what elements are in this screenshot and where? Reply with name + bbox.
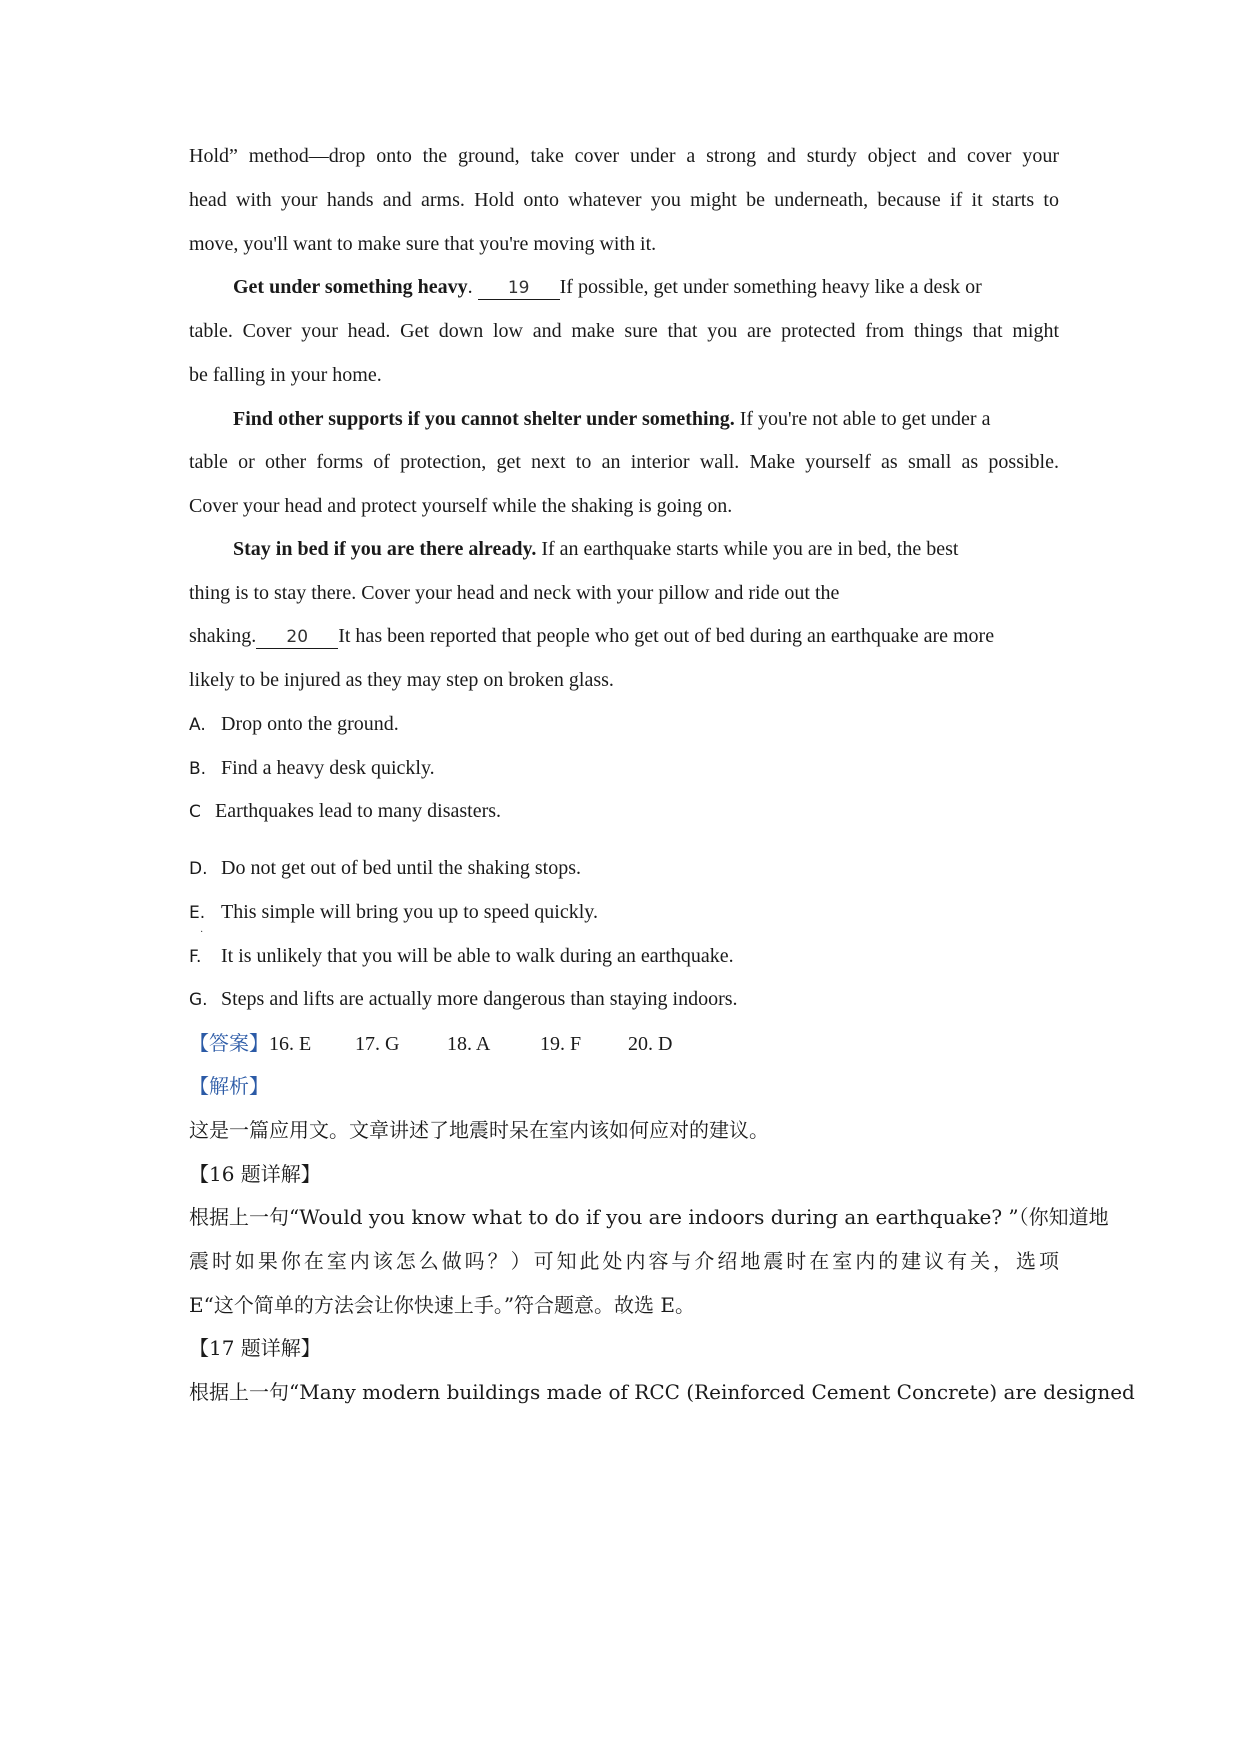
- passage-line: move, you'll want to make sure that you're moving with it.: [189, 233, 657, 255]
- option-letter: A.: [189, 715, 206, 735]
- option-text: This simple will bring you up to speed quickly.: [221, 901, 599, 923]
- option-text: Drop onto the ground.: [221, 713, 399, 735]
- analysis-summary: 这是一篇应用文。文章讲述了地震时呆在室内该如何应对的建议。: [189, 1118, 769, 1142]
- option-d: [189, 854, 1059, 883]
- q17-label: 【17 题详解】: [189, 1336, 321, 1360]
- analysis-label: 【解析】: [189, 1074, 269, 1098]
- option-letter: E.: [189, 903, 206, 923]
- option-text: Find a heavy desk quickly.: [221, 757, 435, 779]
- blank-19: 19: [478, 277, 560, 300]
- answer-item: 20. D: [628, 1033, 673, 1055]
- passage-line: head with your hands and arms. Hold onto whatever you might be underneath, because if it starts to: [189, 189, 1059, 211]
- q16-explanation-line: E“这个简单的方法会让你快速上手。”符合题意。故选 E。: [189, 1293, 696, 1317]
- q16-label: 【16 题详解】: [189, 1162, 321, 1186]
- option-text: Do not get out of bed until the shaking stops.: [221, 857, 581, 879]
- passage-line: be falling in your home.: [189, 364, 382, 386]
- option-f: [189, 942, 1059, 971]
- passage-line: likely to be injured as they may step on broken glass.: [189, 669, 614, 691]
- passage-line: thing is to stay there. Cover your head and neck with your pillow and ride out the: [189, 582, 840, 604]
- passage-line: shaking. 20 It has been reported that people who get out of bed during an earthquake are more: [189, 625, 995, 647]
- option-letter: C: [189, 802, 201, 822]
- paragraph-heading: Stay in bed if you are there already.: [233, 538, 537, 560]
- q17-explanation-line: 根据上一句“Many modern buildings made of RCC (Reinforced Cement Concrete) are designed: [189, 1380, 1135, 1404]
- passage-line: table. Cover your head. Get down low and make sure that you are protected from things that might: [189, 320, 1059, 342]
- blank-20: 20: [256, 626, 338, 649]
- option-text: Earthquakes lead to many disasters.: [215, 800, 502, 822]
- stray-mark: ·: [200, 927, 204, 938]
- option-letter: D.: [189, 859, 208, 879]
- paragraph-heading: Find other supports if you cannot shelter under something.: [233, 408, 735, 430]
- answer-item: 17. G: [355, 1033, 400, 1055]
- answer-item: 18. A: [447, 1033, 491, 1055]
- paragraph-get-under-heavy: Get under something heavy. 19 If possible, get under something heavy like a desk or: [233, 276, 982, 298]
- option-e: [189, 898, 1059, 927]
- option-g: [189, 985, 1059, 1014]
- passage-line: Cover your head and protect yourself while the shaking is going on.: [189, 495, 733, 517]
- answer-row: [189, 1029, 1059, 1058]
- paragraph-stay-in-bed: Stay in bed if you are there already. If an earthquake starts while you are in bed, the best: [233, 538, 959, 560]
- option-c: [189, 797, 1059, 826]
- answer-item: 16. E: [269, 1033, 312, 1055]
- option-letter: G.: [189, 990, 208, 1010]
- answer-label: 【答案】: [189, 1031, 269, 1055]
- paragraph-heading: Get under something heavy: [233, 276, 468, 298]
- paragraph-find-supports: Find other supports if you cannot shelter under something. If you're not able to get under a: [233, 408, 991, 430]
- q16-explanation-line: 震时如果你在室内该怎么做吗？）可知此处内容与介绍地震时在室内的建议有关，选项: [189, 1249, 1059, 1273]
- passage-line: table or other forms of protection, get next to an interior wall. Make yourself as small as possible.: [189, 451, 1059, 473]
- option-letter: B.: [189, 759, 207, 779]
- q16-explanation-line: 根据上一句“Would you know what to do if you are indoors during an earthquake? ”（你知道地: [189, 1205, 1109, 1229]
- answer-item: 19. F: [540, 1033, 582, 1055]
- option-text: It is unlikely that you will be able to walk during an earthquake.: [221, 945, 734, 967]
- option-text: Steps and lifts are actually more dangerous than staying indoors.: [221, 988, 738, 1010]
- option-a: [189, 710, 1059, 739]
- passage-line: Hold” method—drop onto the ground, take cover under a strong and sturdy object and cover your: [189, 145, 1059, 167]
- option-b: [189, 754, 1059, 783]
- option-letter: F.: [189, 947, 202, 967]
